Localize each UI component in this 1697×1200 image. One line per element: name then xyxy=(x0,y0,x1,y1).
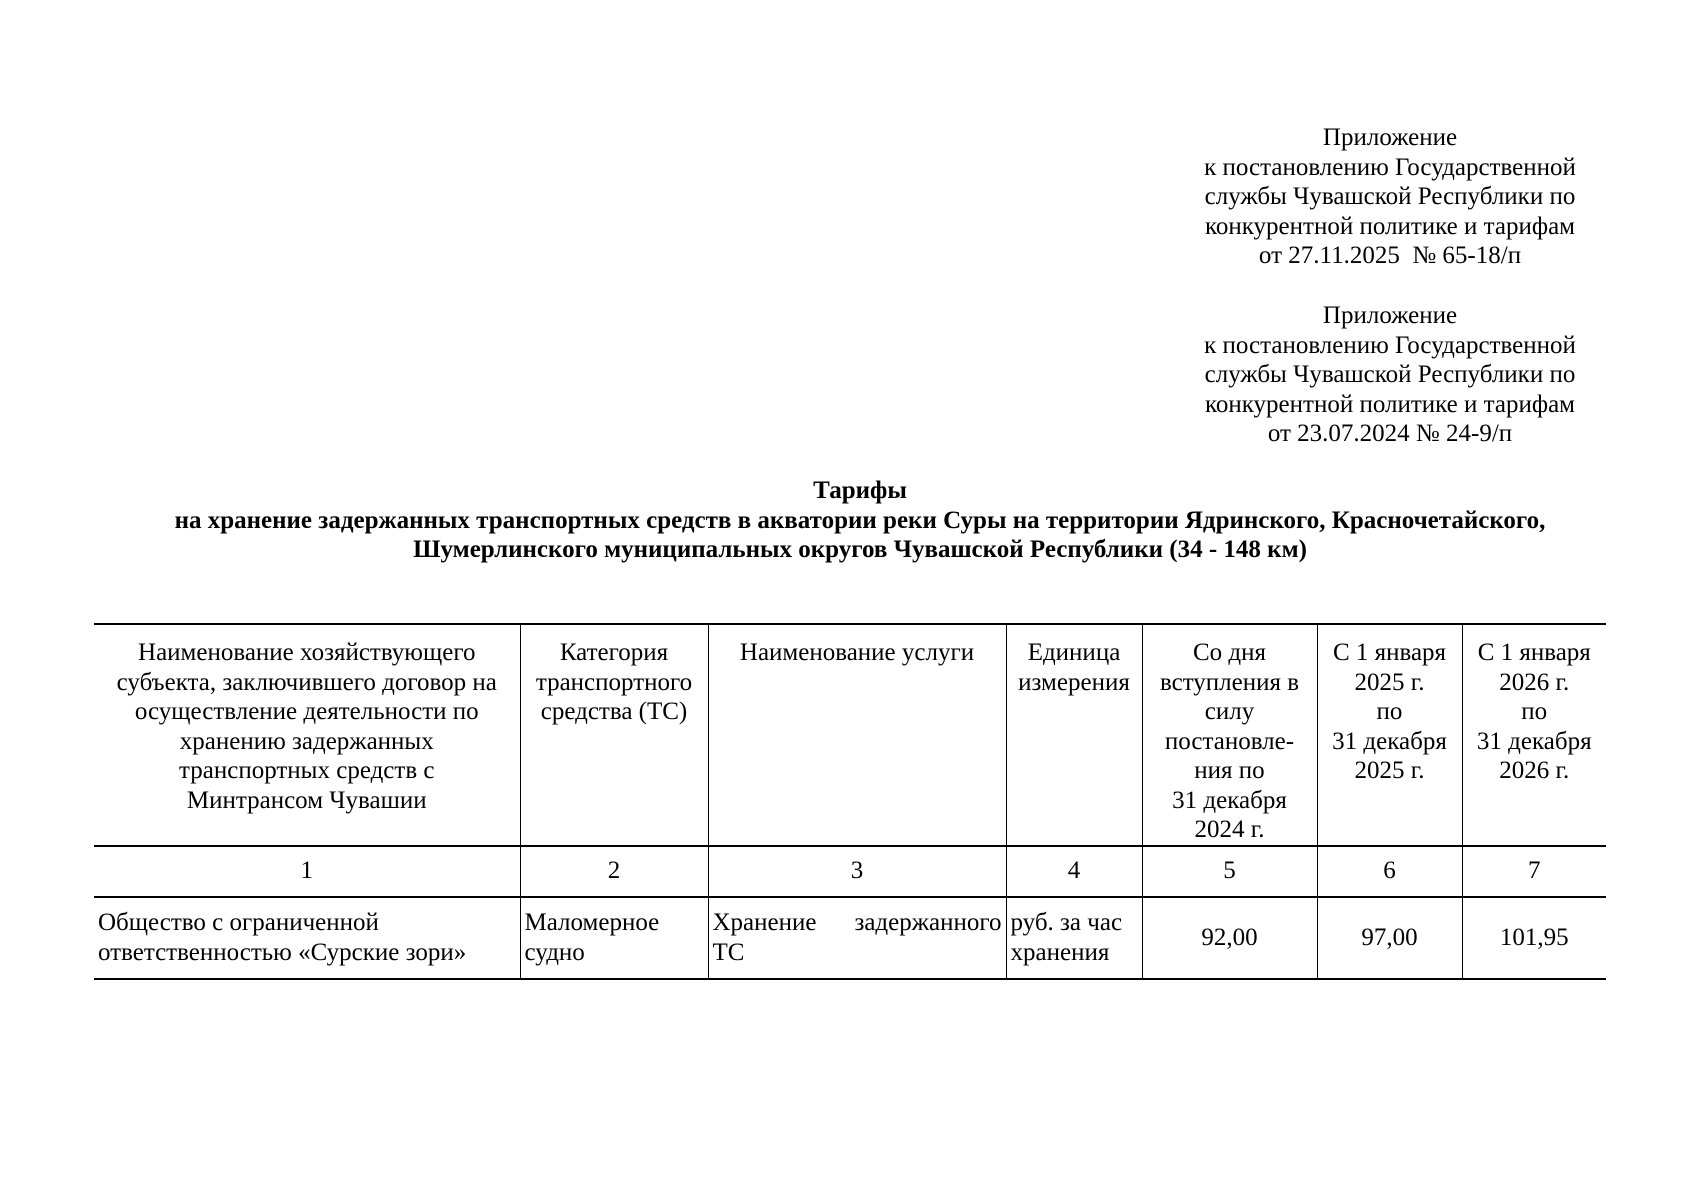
cell-text: ТС xyxy=(712,938,745,966)
cell-service xyxy=(708,897,1006,979)
document-title xyxy=(60,476,1660,565)
cell-text: Хранение задержанного xyxy=(712,909,1002,936)
annex-current-header xyxy=(1180,123,1600,271)
annex-line: от 23.07.2024 № 24-9/п xyxy=(1267,420,1513,447)
annex-line: службы Чувашской Республики по xyxy=(1204,361,1576,388)
tariffs-table xyxy=(94,623,1606,980)
header-text: субъекта, заключившего договор на xyxy=(116,668,497,696)
column-number: 7 xyxy=(1462,846,1606,897)
header-text: вступления в xyxy=(1159,668,1300,696)
header-service xyxy=(708,624,1006,846)
header-entity xyxy=(94,624,520,846)
header-text: средства (ТС) xyxy=(540,698,688,725)
header-text: Единица xyxy=(1027,639,1121,666)
header-text: Наименование услуги xyxy=(739,639,975,666)
header-period-2024 xyxy=(1142,624,1317,846)
column-number: 5 xyxy=(1142,846,1317,897)
annex-line: конкурентной политике и тарифам xyxy=(1205,212,1575,240)
header-text: 2024 г. xyxy=(1194,816,1265,843)
annex-line: от 27.11.2025 № 65-18/п xyxy=(1258,242,1522,269)
cell-text: руб. за час xyxy=(1010,909,1123,936)
annex-line: Приложение xyxy=(1322,302,1458,329)
header-category xyxy=(520,624,708,846)
cell-text: Маломерное xyxy=(524,909,660,936)
header-text: транспортного xyxy=(535,668,693,696)
title-line-1: на хранение задержанных транспортных средств в акватории реки Суры на территории Ядринского, Красночетайского, xyxy=(174,506,1546,534)
cell-unit xyxy=(1006,897,1142,979)
annex-line: к постановлению Государственной xyxy=(1204,331,1576,359)
cell-entity xyxy=(94,897,520,979)
header-period-2025 xyxy=(1317,624,1462,846)
cell-text: ответственностью «Сурские зори» xyxy=(98,938,467,966)
annex-line: Приложение xyxy=(1322,124,1458,151)
cell-tariff-2025: 97,00 xyxy=(1317,897,1462,979)
header-text: 2026 г. xyxy=(1499,668,1570,696)
annex-line: к постановлению Государственной xyxy=(1204,153,1576,181)
header-text: измерения xyxy=(1018,668,1130,696)
table-header-row xyxy=(94,624,1606,846)
cell-category xyxy=(520,897,708,979)
header-text: 31 декабря xyxy=(1476,727,1592,755)
column-number: 3 xyxy=(708,846,1006,897)
header-text: С 1 января xyxy=(1477,639,1591,666)
header-text: 31 декабря xyxy=(1172,786,1287,814)
header-text: хранению задержанных xyxy=(179,727,434,755)
header-text: осуществление деятельности по xyxy=(134,698,479,725)
annex-line: конкурентной политике и тарифам xyxy=(1205,390,1575,418)
column-number: 1 xyxy=(94,846,520,897)
column-number: 6 xyxy=(1317,846,1462,897)
title-line-2: Шумерлинского муниципальных округов Чувашской Республики (34 - 148 км) xyxy=(413,536,1307,563)
header-period-2026 xyxy=(1462,624,1606,846)
column-number: 4 xyxy=(1006,846,1142,897)
header-unit xyxy=(1006,624,1142,846)
column-number-row xyxy=(94,846,1606,897)
table-row xyxy=(94,897,1606,979)
cell-text: судно xyxy=(524,938,585,966)
header-text: Со дня xyxy=(1192,639,1267,666)
header-text: транспортных средств с xyxy=(179,757,435,784)
header-text: ния по xyxy=(1194,757,1265,784)
column-number: 2 xyxy=(520,846,708,897)
header-text: 2026 г. xyxy=(1499,757,1570,784)
header-text: по xyxy=(1376,698,1403,725)
header-text: 2025 г. xyxy=(1354,757,1425,784)
cell-text: хранения xyxy=(1010,938,1110,966)
header-text: 2025 г. xyxy=(1354,668,1425,696)
title-heading: Тарифы xyxy=(813,477,907,504)
header-text: силу xyxy=(1204,698,1255,725)
header-text: постановле- xyxy=(1164,727,1295,755)
header-text: Категория xyxy=(559,639,669,666)
cell-tariff-2026: 101,95 xyxy=(1462,897,1606,979)
header-text: по xyxy=(1521,698,1548,725)
annex-previous-header xyxy=(1180,301,1600,449)
header-text: Наименование хозяйствующего xyxy=(138,639,476,666)
header-text: 31 декабря xyxy=(1332,727,1447,755)
header-text: С 1 января xyxy=(1332,639,1447,666)
header-text: Минтрансом Чувашии xyxy=(186,786,427,814)
cell-text: Общество с ограниченной xyxy=(98,909,379,936)
annex-line: службы Чувашской Республики по xyxy=(1204,183,1576,210)
cell-tariff-2024: 92,00 xyxy=(1142,897,1317,979)
